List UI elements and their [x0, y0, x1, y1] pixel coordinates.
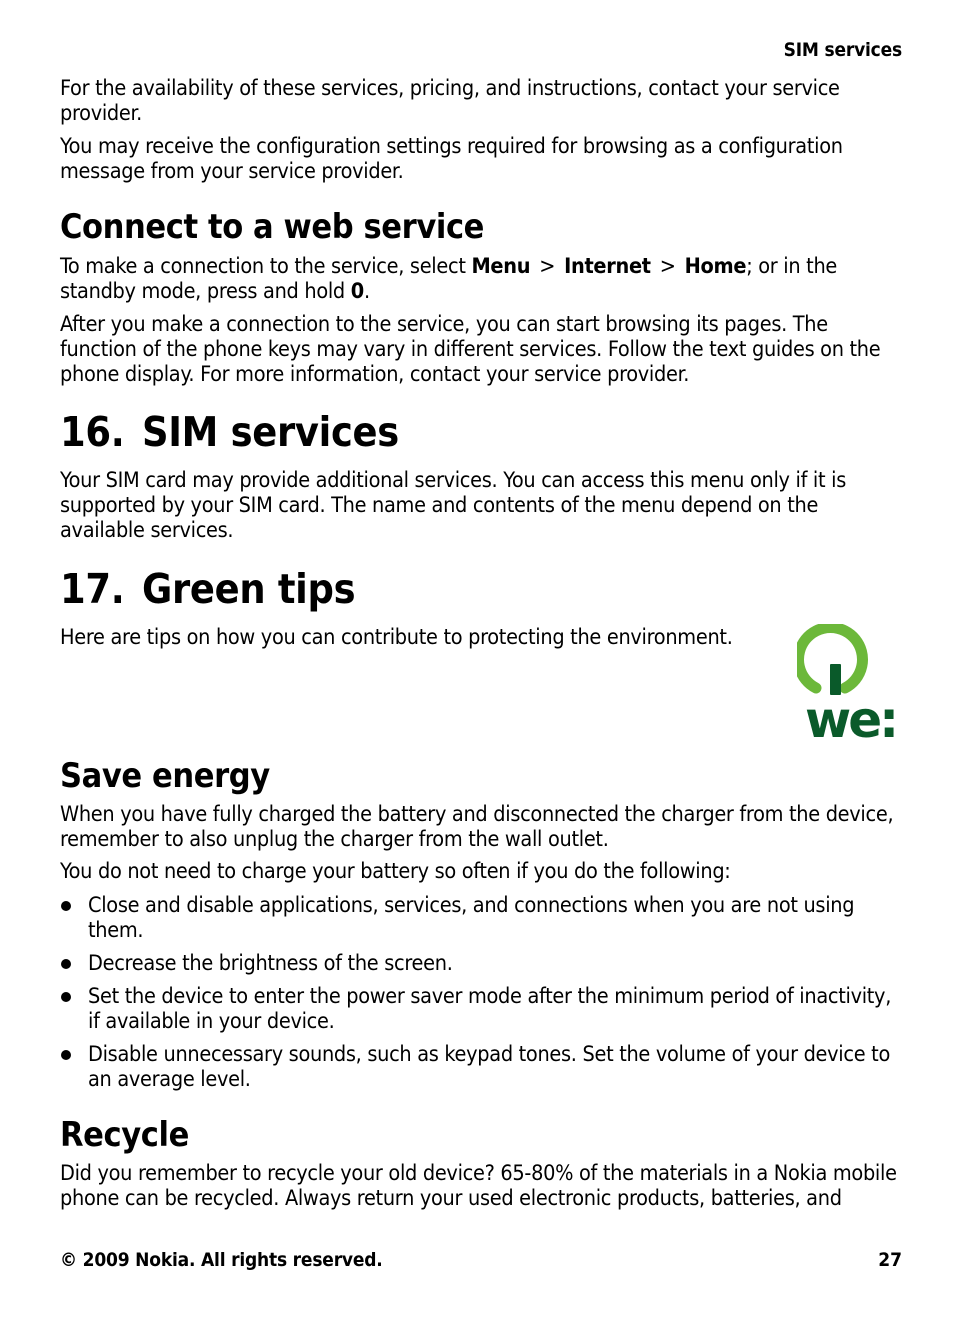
green-tips-heading — [60, 565, 903, 613]
internet-term: Internet — [564, 254, 651, 279]
key-term: 0 — [350, 279, 364, 304]
list-item-text: Decrease the brightness of the screen. — [88, 951, 453, 976]
menu-term: Menu — [471, 254, 531, 279]
chapter-title: Green tips — [142, 565, 356, 613]
list-item-text: Close and disable applications, services, and connections when you are not using them. — [88, 893, 855, 943]
chapter-number: 16. — [60, 408, 125, 456]
chapter-number: 17. — [60, 565, 125, 613]
path-separator: > — [659, 254, 676, 279]
save-energy-paragraph-2: You do not need to charge your battery so often if you do the following: — [60, 859, 731, 884]
we-logo — [797, 624, 909, 742]
bullet-icon — [61, 992, 71, 1002]
list-item — [60, 984, 903, 1034]
green-intro-paragraph: Here are tips on how you can contribute to protecting the environment. — [60, 625, 733, 650]
connect-text-end: . — [363, 279, 370, 304]
save-energy-paragraph-1: When you have fully charged the battery and disconnected the charger from the device, remember to also unplug the charger from the wall outlet. — [60, 802, 894, 852]
connect-text-start: To make a connection to the service, select — [60, 254, 472, 279]
connect-paragraph-1 — [60, 254, 903, 304]
list-item-text: Set the device to enter the power saver mode after the minimum period of inactivity, if available in your device. — [88, 984, 892, 1034]
home-term: Home — [684, 254, 747, 279]
list-item-text: Disable unnecessary sounds, such as keypad tones. Set the volume of your device to an average level. — [88, 1042, 890, 1092]
sim-services-heading — [60, 408, 903, 456]
list-item — [60, 1042, 903, 1092]
path-separator: > — [539, 254, 556, 279]
running-header: SIM services — [783, 39, 902, 61]
save-energy-heading: Save energy — [60, 756, 270, 796]
sim-paragraph: Your SIM card may provide additional services. You can access this menu only if it is supported by your SIM card. The name and contents of the menu depend on the available services. — [60, 468, 846, 543]
chapter-title: SIM services — [142, 408, 399, 456]
intro-paragraph-2: You may receive the configuration settings required for browsing as a configuration message from your service provider. — [60, 134, 843, 184]
connect-paragraph-2: After you make a connection to the service, you can start browsing its pages. The function of the phone keys may vary in different services. Follow the text guides on the phone display. For more information, contact your service provider. — [60, 312, 881, 387]
list-item — [60, 951, 903, 976]
list-item — [60, 893, 903, 943]
intro-paragraph-1: For the availability of these services, pricing, and instructions, contact your service provider. — [60, 76, 840, 126]
recycle-heading: Recycle — [60, 1115, 189, 1155]
connect-text-mid: ; or in the standby mode, press and hold — [60, 254, 838, 304]
bullet-icon — [61, 1050, 71, 1060]
we-logo-text: we: — [805, 691, 897, 742]
connect-heading: Connect to a web service — [60, 207, 485, 247]
copyright-notice: © 2009 Nokia. All rights reserved. — [60, 1249, 383, 1271]
recycle-paragraph: Did you remember to recycle your old device? 65-80% of the materials in a Nokia mobile phone can be recycled. Always return your used electronic products, batteries, and — [60, 1161, 897, 1211]
bullet-icon — [61, 959, 71, 969]
energy-tips-list — [60, 893, 903, 1100]
page-number: 27 — [878, 1249, 902, 1271]
bullet-icon — [61, 901, 71, 911]
